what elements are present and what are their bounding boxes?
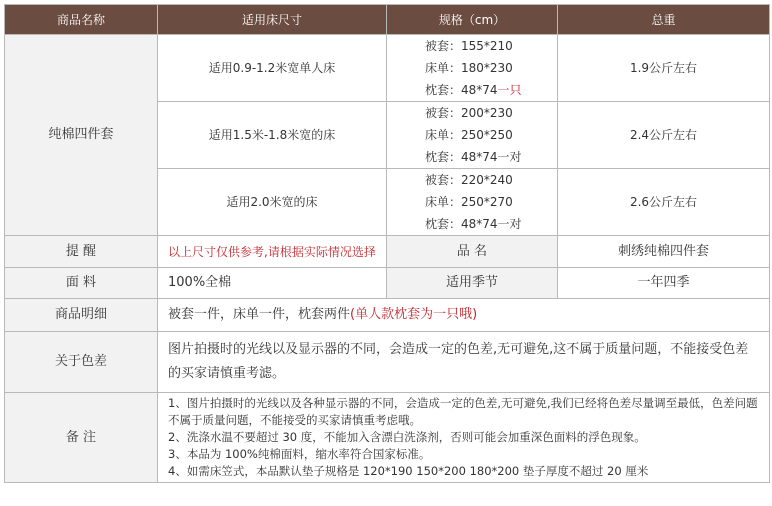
detail-text: 被套一件，床单一件，枕套两件(单人款枕套为一只哦) xyxy=(158,299,770,332)
duvet-spec: 被套：155*210 xyxy=(425,39,513,53)
color-text: 图片拍摄时的光线以及显示器的不同，会造成一定的色差,无可避免,这不属于质量问题，不能接受色差的买家请慎重考滤。 xyxy=(158,332,770,393)
detail-note: (单人款枕套为一只哦) xyxy=(350,307,478,322)
product-name-label: 品 名 xyxy=(387,236,558,268)
remark-line: 4、如需床笠式，本品默认垫子规格是 120*190 150*200 180*200 垫子厚度不超过 20 厘米 xyxy=(168,464,649,478)
pillow-qty: 一只 xyxy=(497,83,522,97)
pillow-spec: 枕套：48*74一只 xyxy=(425,83,522,97)
detail-label: 商品明细 xyxy=(5,299,158,332)
pillow-spec: 枕套：48*74一对 xyxy=(425,217,522,231)
remark-line: 2、洗涤水温不要超过 30 度，不能加入含漂白洗涤剂，否则可能会加重深色面料的浮色现象。 xyxy=(168,430,646,444)
size-row-1 xyxy=(5,35,770,102)
header-product-name: 商品名称 xyxy=(5,5,158,35)
duvet-spec: 被套：220*240 xyxy=(425,173,513,187)
remarks-label: 备 注 xyxy=(5,393,158,483)
pillow-qty: 一对 xyxy=(497,150,522,164)
weight-cell: 1.9公斤左右 xyxy=(558,35,770,102)
fabric-label: 面 料 xyxy=(5,268,158,299)
product-name-cell: 纯棉四件套 xyxy=(5,35,158,236)
product-name-value: 刺绣纯棉四件套 xyxy=(558,236,770,268)
duvet-spec: 被套：200*230 xyxy=(425,106,513,120)
reminder-text: 以上尺寸仅供参考,请根据实际情况选择 xyxy=(158,236,387,268)
detail-row xyxy=(5,299,770,332)
remark-line: 1、图片拍摄时的光线以及各种显示器的不同，会造成一定的色差,无可避免,我们已经将色差尽量调至最低，色差问题不属于质量问题，不能接受的买家请慎重考虑哦。 xyxy=(168,396,758,427)
pillow-qty: 一对 xyxy=(497,217,522,231)
header-weight: 总重 xyxy=(558,5,770,35)
sheet-spec: 床单：250*250 xyxy=(425,128,513,142)
reminder-row xyxy=(5,236,770,268)
color-label: 关于色差 xyxy=(5,332,158,393)
bed-size-cell: 适用2.0米宽的床 xyxy=(158,169,387,236)
remarks-row xyxy=(5,393,770,483)
bed-size-cell: 适用1.5米-1.8米宽的床 xyxy=(158,102,387,169)
season-label: 适用季节 xyxy=(387,268,558,299)
remarks-text xyxy=(158,393,770,483)
spec-cell xyxy=(387,169,558,236)
remark-line: 3、本品为 100%纯棉面料，缩水率符合国家标准。 xyxy=(168,447,431,461)
reminder-label: 提 醒 xyxy=(5,236,158,268)
header-row xyxy=(5,5,770,35)
color-row xyxy=(5,332,770,393)
spec-cell xyxy=(387,102,558,169)
sheet-spec: 床单：250*270 xyxy=(425,195,513,209)
pillow-spec: 枕套：48*74一对 xyxy=(425,150,522,164)
header-bed-size: 适用床尺寸 xyxy=(158,5,387,35)
fabric-value: 100%全棉 xyxy=(158,268,387,299)
fabric-row xyxy=(5,268,770,299)
product-spec-table xyxy=(4,4,770,483)
header-spec: 规格（cm） xyxy=(387,5,558,35)
bed-size-cell: 适用0.9-1.2米宽单人床 xyxy=(158,35,387,102)
spec-cell xyxy=(387,35,558,102)
weight-cell: 2.6公斤左右 xyxy=(558,169,770,236)
season-value: 一年四季 xyxy=(558,268,770,299)
weight-cell: 2.4公斤左右 xyxy=(558,102,770,169)
sheet-spec: 床单：180*230 xyxy=(425,61,513,75)
